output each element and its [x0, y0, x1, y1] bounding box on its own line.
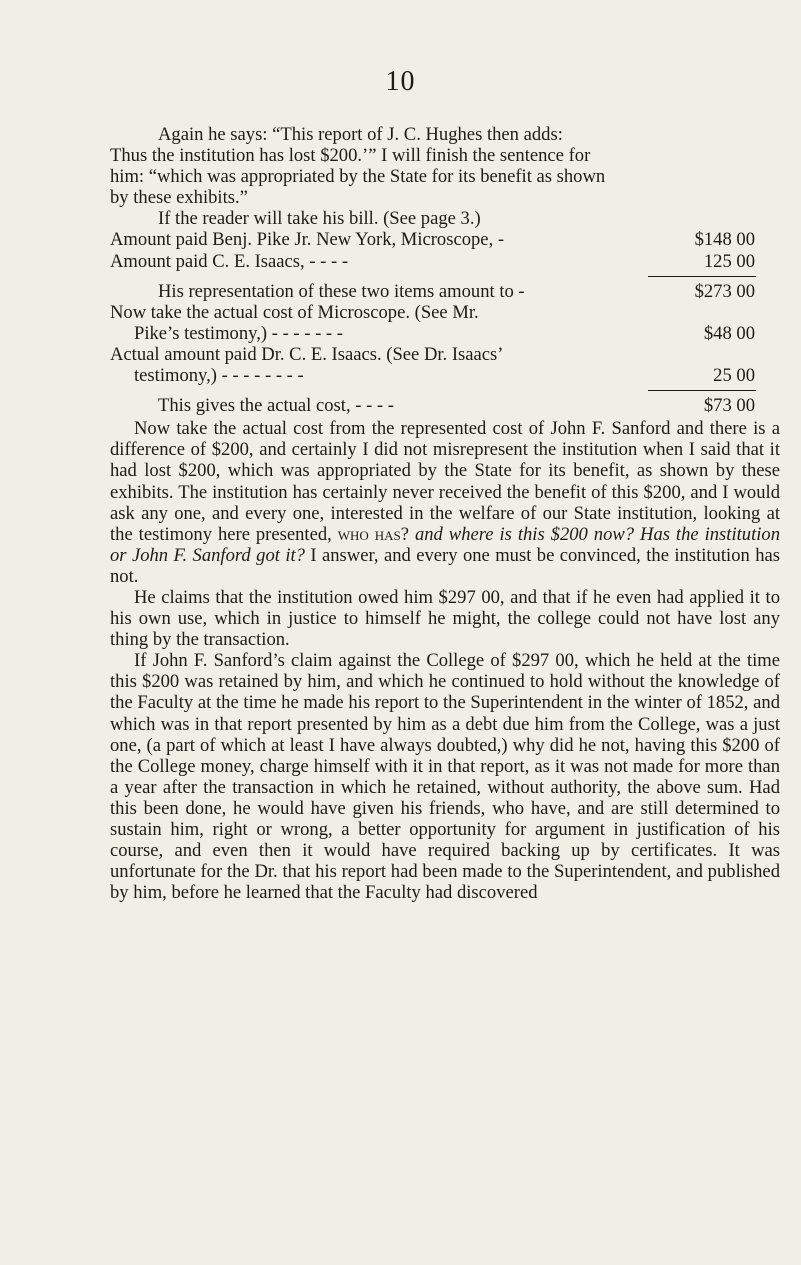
- ledger-row-isaacs: Amount paid C. E. Isaacs, - - - - 125 00: [110, 250, 755, 272]
- sum-rule: [110, 386, 780, 395]
- ledger-row-actual-cost: This gives the actual cost, - - - - $73 00: [158, 395, 755, 417]
- ledger-amount: $48 00: [703, 322, 755, 344]
- ledger-row-pike: Amount paid Benj. Pike Jr. New York, Microscope, - $148 00: [110, 229, 755, 251]
- ledger-amount: $273 00: [694, 280, 755, 302]
- ledger-table: [110, 229, 780, 416]
- intro-paragraph: [110, 124, 780, 208]
- paragraph-college-claim: If John F. Sanford’s claim against the College of $297 00, which he held at the time this $200 was retained by him, and which he continued to hold without the knowledge of the Faculty at the time he made his report to the Superintendent in the winter of 1852, and which was in that report presented by him as a debt due him from the College, was a just one, (a part of which at least I have always doubted,) why did he not, having this $200 of the College money, charge himself with it in that report, as it was not made for more than a year after the transaction in which he retained, without authority, the above sum. Had this been done, he would have given his friends, who have, and are still determined to sustain him, right or wrong, a better opportunity for argument in justification of his course, and even then it would have required backing up by certificates. It was unfortunate for the Dr. that his report had been made to the Superintendent, and published by him, before he learned that the Faculty had discovered: [110, 650, 780, 904]
- intro-line: him: “which was appropriated by the State for its benefit as shown: [110, 166, 606, 188]
- text-column: [110, 124, 780, 903]
- ledger-row-representation: His representation of these two items amount to - $273 00: [158, 280, 755, 302]
- ledger-line: Actual amount paid Dr. C. E. Isaacs. (See Dr. Isaacs’: [110, 343, 504, 365]
- ledger-amount: 125 00: [703, 250, 755, 272]
- intro-line: Thus the institution has lost $200.’” I will finish the sentence for: [110, 145, 591, 167]
- reader-line: If the reader will take his bill. (See page 3.): [158, 208, 481, 230]
- page-number: 10: [385, 66, 416, 97]
- intro-line: by these exhibits.”: [110, 187, 248, 209]
- paragraph-claim: He claims that the institution owed him $297 00, and that if he even had applied it to his own use, which in justice to himself he might, the college could not have lost any thing by the transaction.: [110, 586, 780, 651]
- ledger-amount: $148 00: [694, 229, 755, 251]
- ledger-amount: 25 00: [713, 365, 755, 387]
- intro-line: Again he says: “This report of J. C. Hughes then adds:: [158, 124, 563, 145]
- ledger-amount: $73 00: [703, 395, 755, 417]
- ledger-line: Now take the actual cost of Microscope. (See Mr.: [110, 301, 479, 323]
- ledger-row-pike-testimony: Pike’s testimony,) - - - - - - - $48 00: [134, 322, 755, 344]
- ledger-row-isaacs-testimony: testimony,) - - - - - - - - 25 00: [134, 365, 755, 387]
- paragraph-difference: Now take the actual cost from the represented cost of John F. Sanford and there is a difference of $200, and certainly I did not misrepresent the institution when I said that it had lost $200, which was appropriated by the State for its benefit, as shown by these exhibits. The institution has certainly never received the benefit of this $200, and I would ask any one, and every one, interested in the welfare of our State institution, looking at the testimony here presented, who has? and where is this $200 now? Has the institution or John F. Sanford got it? I answer, and every one must be convinced, the institution has not.: [110, 418, 780, 587]
- sum-rule: [110, 272, 780, 281]
